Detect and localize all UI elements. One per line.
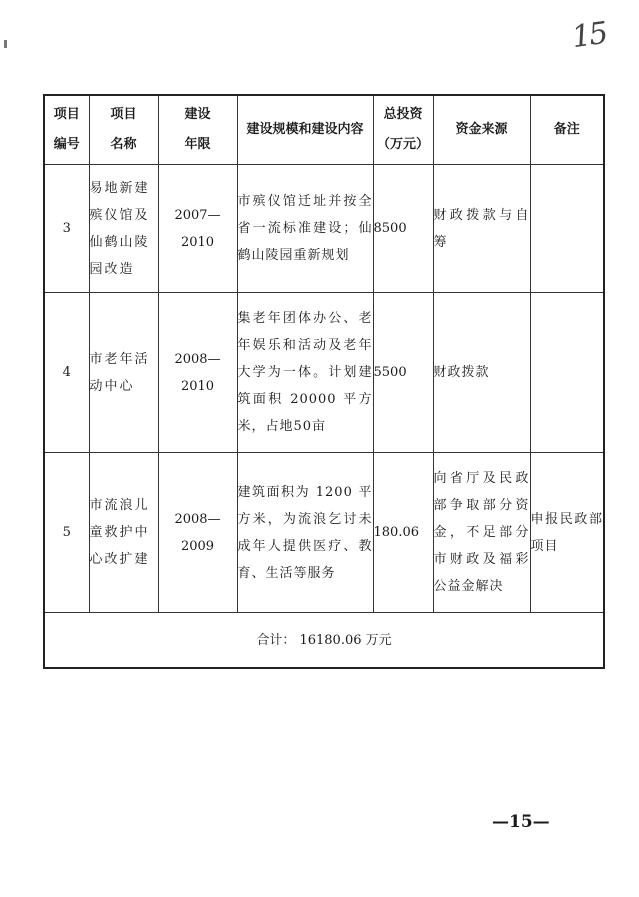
page-number: —15— <box>492 812 550 832</box>
table-row <box>44 165 604 293</box>
scan-artifact <box>4 40 7 48</box>
cell-funding: 向省厅及民政部争取部分资金，不足部分市财政及福彩公益金解决 <box>433 453 530 613</box>
cell-seq: 4 <box>44 293 89 453</box>
cell-funding: 财政拨款 <box>433 293 530 453</box>
cell-name: 市流浪儿童救护中心改扩建 <box>89 453 158 613</box>
header-remarks: 备注 <box>530 95 604 165</box>
cell-seq: 5 <box>44 453 89 613</box>
header-seq: 项目 编号 <box>44 95 89 165</box>
header-row <box>44 95 604 165</box>
project-table <box>43 94 605 669</box>
cell-funding: 财政拨款与自筹 <box>433 165 530 293</box>
cell-remarks <box>530 165 604 293</box>
handwritten-page-mark: 15 <box>569 15 609 56</box>
cell-investment: 180.06 <box>373 453 433 613</box>
cell-content: 市殡仪馆迁址并按全省一流标准建设；仙鹤山陵园重新规划 <box>237 165 373 293</box>
cell-seq: 3 <box>44 165 89 293</box>
cell-name: 易地新建殡仪馆及仙鹤山陵园改造 <box>89 165 158 293</box>
header-funding: 资金来源 <box>433 95 530 165</box>
total-row <box>44 613 604 669</box>
header-content: 建设规模和建设内容 <box>237 95 373 165</box>
header-period: 建设 年限 <box>158 95 237 165</box>
cell-period: 2008—2010 <box>158 293 237 453</box>
cell-investment: 5500 <box>373 293 433 453</box>
total-amount: 合计： 16180.06 万元 <box>44 613 604 669</box>
cell-period: 2008—2009 <box>158 453 237 613</box>
cell-name: 市老年活动中心 <box>89 293 158 453</box>
table-row <box>44 453 604 613</box>
cell-remarks: 申报民政部项目 <box>530 453 604 613</box>
header-name: 项目 名称 <box>89 95 158 165</box>
table-row <box>44 293 604 453</box>
cell-content: 集老年团体办公、老年娱乐和活动及老年大学为一体。计划建筑面积 20000 平方米，占地50亩 <box>237 293 373 453</box>
header-investment: 总投资 （万元） <box>373 95 433 165</box>
cell-content: 建筑面积为 1200 平方米，为流浪乞讨未成年人提供医疗、教育、生活等服务 <box>237 453 373 613</box>
cell-period: 2007—2010 <box>158 165 237 293</box>
cell-remarks <box>530 293 604 453</box>
cell-investment: 8500 <box>373 165 433 293</box>
